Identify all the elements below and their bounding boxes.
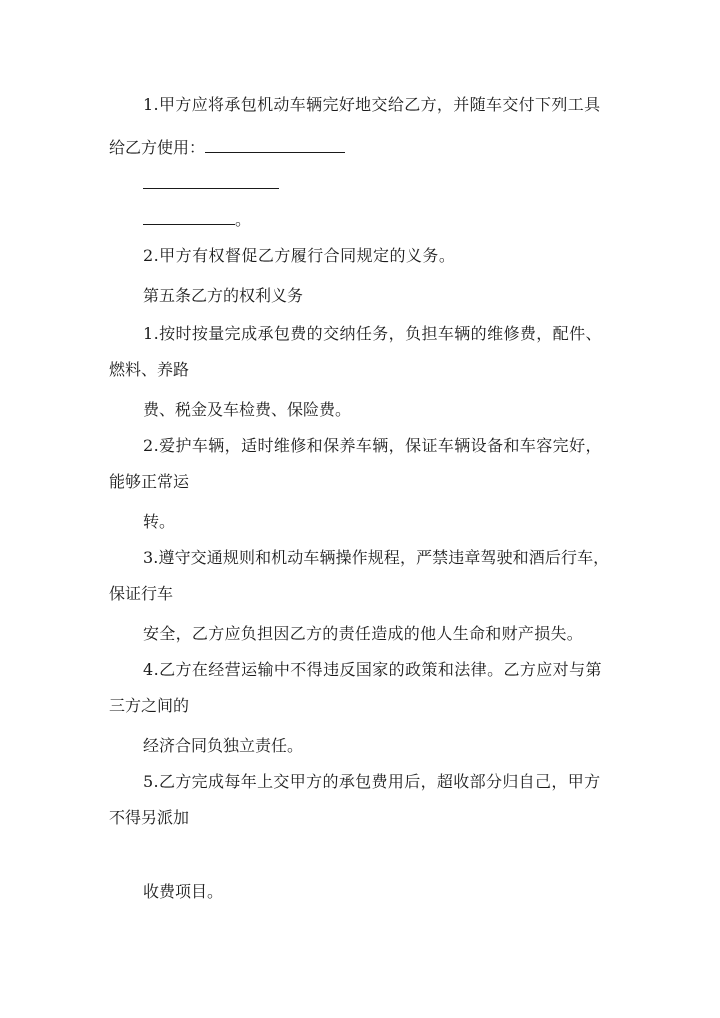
text: 燃料、养路: [109, 360, 190, 379]
text: 。: [235, 210, 252, 229]
clause-5-item-5-line-3: [143, 880, 223, 904]
text: 安全，乙方应负担因乙方的责任造成的他人生命和财产损失。: [143, 624, 584, 643]
clause-5-item-4-line-1: [143, 658, 602, 682]
text: 5.乙方完成每年上交甲方的承包费用后，超收部分归自己，甲方: [143, 772, 601, 791]
clause-5-item-1-line-1: [143, 322, 602, 346]
clause-5-item-3-line-3: [143, 622, 583, 646]
text: 不得另派加: [109, 808, 190, 827]
text: 第五条乙方的权利义务: [143, 286, 304, 305]
clause-5-item-2-line-1: [143, 434, 602, 458]
text: 1.按时按量完成承包费的交纳任务，负担车辆的维修费，配件、: [143, 324, 602, 343]
clause-5-item-3-line-2: [109, 582, 173, 606]
text: 2.甲方有权督促乙方履行合同规定的义务。: [143, 246, 456, 265]
text: 3.遵守交通规则和机动车辆操作规程，严禁违章驾驶和酒后行车，: [143, 548, 610, 567]
clause-5-item-5-line-1: [143, 770, 600, 794]
clause-5-item-4-line-2: [109, 694, 189, 718]
text: 收费项目。: [143, 882, 224, 901]
clause-5-heading: [143, 284, 303, 308]
text: 三方之间的: [109, 696, 190, 715]
fill-in-line-end: [143, 208, 251, 232]
text: 2.爱护车辆，适时维修和保养车辆，保证车辆设备和车容完好，: [143, 436, 602, 455]
fill-in-blank: [143, 172, 279, 189]
clause-4-item-1-line-2: [109, 136, 345, 160]
fill-in-blank: [143, 208, 235, 225]
clause-5-item-3-line-1: [143, 546, 609, 570]
clause-5-item-5-line-2: [109, 806, 189, 830]
clause-5-item-4-line-3: [143, 734, 303, 758]
text: 转。: [143, 512, 176, 531]
text: 能够正常运: [109, 472, 190, 491]
fill-in-blank: [205, 136, 345, 153]
clause-5-item-2-line-3: [143, 510, 175, 534]
fill-in-line: [143, 172, 279, 196]
text: 保证行车: [109, 584, 174, 603]
clause-4-item-1-line-1: [143, 93, 600, 117]
text: 给乙方使用：: [109, 138, 206, 157]
text: 费、税金及车检费、保险费。: [143, 400, 352, 419]
text: 经济合同负独立责任。: [143, 736, 304, 755]
clause-4-item-2: [143, 244, 455, 268]
clause-5-item-1-line-3: [143, 398, 351, 422]
text: 4.乙方在经营运输中不得违反国家的政策和法律。乙方应对与第: [143, 660, 602, 679]
clause-5-item-1-line-2: [109, 358, 189, 382]
text: 1.甲方应将承包机动车辆完好地交给乙方，并随车交付下列工具: [143, 95, 601, 114]
clause-5-item-2-line-2: [109, 470, 189, 494]
